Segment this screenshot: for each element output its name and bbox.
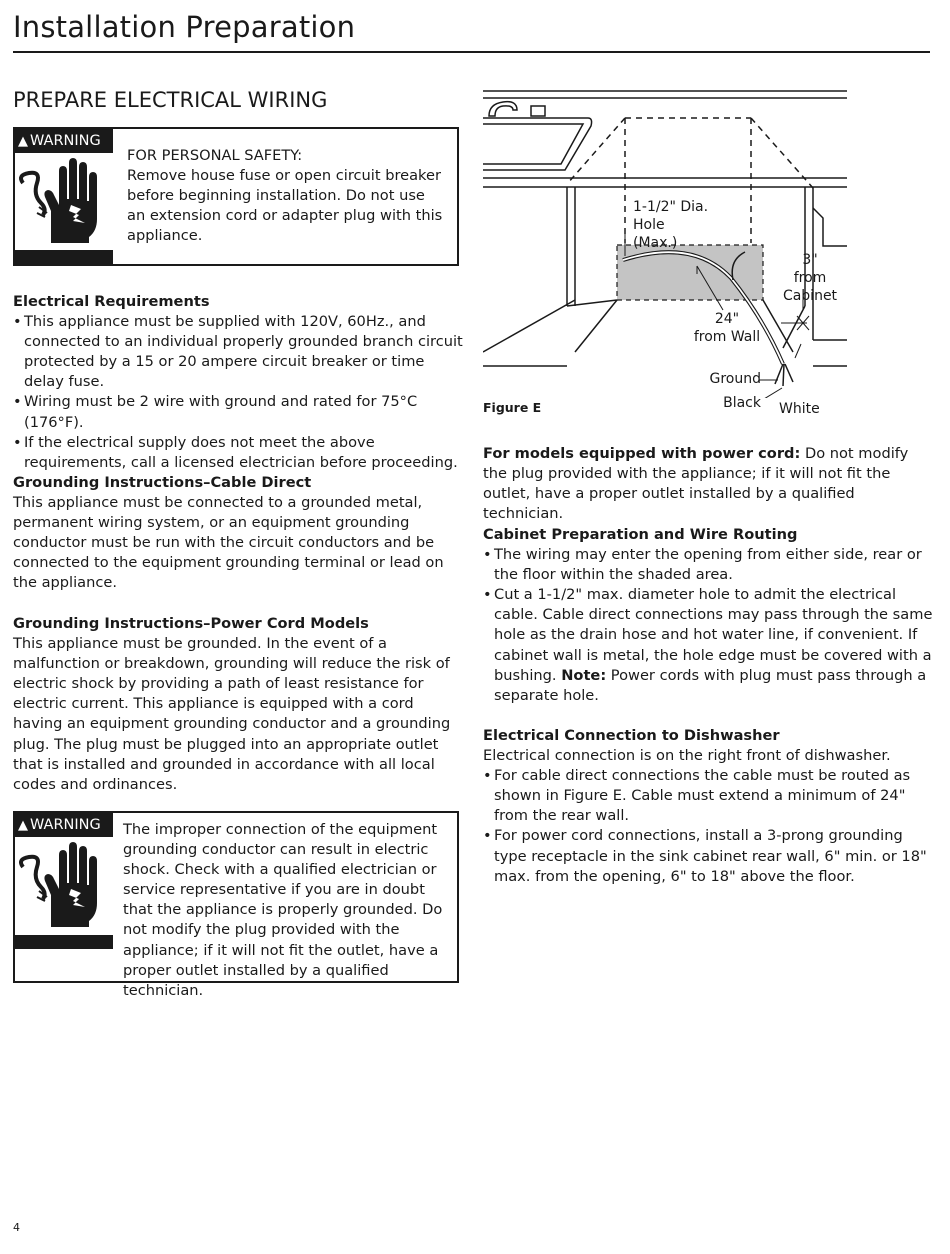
- electrical-requirements-list: [13, 312, 463, 473]
- cabinet-label-line2: from: [793, 270, 827, 286]
- power-cord-lead: For models equipped with power cord:: [483, 445, 801, 462]
- white-label: White: [779, 401, 820, 417]
- warning-bottom-bar: [15, 935, 113, 949]
- section-heading: PREPARE ELECTRICAL WIRING: [13, 88, 328, 112]
- grounding-cable-direct: [13, 473, 461, 594]
- cabinet-prep-heading: Cabinet Preparation and Wire Routing: [483, 526, 798, 543]
- cabinet-prep-list: [483, 545, 935, 706]
- electric-shock-hand-icon: [15, 153, 113, 251]
- cabinet-label-line1: 3": [802, 252, 818, 268]
- electric-shock-hand-icon: [15, 837, 113, 935]
- warning-label: [15, 129, 113, 153]
- warning-label-text: WARNING: [30, 133, 101, 149]
- power-cord-body: Do not modify the plug provided with the appliance; if it will not fit the outlet, have a proper outlet installed by a qualified technician.: [483, 445, 909, 523]
- warning-bottom-bar: [15, 250, 113, 264]
- grounding-cord-body: This appliance must be grounded. In the event of a malfunction or breakdown, grounding will reduce the risk of electric shock by providing a path of least resistance for electric current. This appliance is equipped with a cord having an equipment grounding conductor and a grounding plug. The plug must be plugged into an appropriate outlet that is installed and grounded in accordance with all local codes and ordinances.: [13, 635, 451, 793]
- warning-triangle-icon: ▲: [18, 134, 28, 149]
- electrical-connection: [483, 726, 935, 887]
- list-item: [483, 585, 935, 706]
- warning-box-grounding: [13, 811, 459, 999]
- electrical-connection-intro: Electrical connection is on the right front of dishwasher.: [483, 747, 891, 765]
- hole-label-line2: Hole (Max.): [633, 217, 678, 251]
- page-number: 4: [13, 1221, 20, 1234]
- cabinet-preparation: [483, 525, 935, 706]
- figure-e: [483, 88, 853, 428]
- warning-body: The improper connection of the equipment grounding conductor can result in electric shock. Check with a qualified electrician or service representative if you are in doubt that the appliance is properly grounded. Do not modify the plug provided with the appliance; if it will not fit the outlet, have a proper outlet installed by a qualified technician.: [123, 821, 443, 999]
- hole-label: [633, 198, 713, 252]
- title-rule: [13, 51, 930, 53]
- list-item: • This appliance must be supplied with 120V, 60Hz., and connected to an individual properly grounded branch circuit protected by a 15 or 20 ampere circuit breaker or time delay fuse.: [13, 312, 463, 392]
- wall-label-line1: 24": [714, 311, 740, 327]
- warning-icon-column: [15, 813, 113, 981]
- list-item: • If the electrical supply does not meet the above requirements, call a licensed electrician before proceeding.: [13, 433, 463, 473]
- warning-line1: FOR PERSONAL SAFETY:: [127, 147, 303, 164]
- electrical-connection-list: [483, 766, 935, 887]
- wall-label-line2: from Wall: [693, 329, 761, 345]
- warning-body: Remove house fuse or open circuit breaker before beginning installation. Do not use an extension cord or adapter plug with this appliance.: [127, 167, 443, 245]
- electrical-requirements: [13, 292, 463, 473]
- power-cord-paragraph: [483, 444, 935, 524]
- ground-label: Ground: [709, 371, 761, 387]
- grounding-cord-heading: Grounding Instructions–Power Cord Models: [13, 615, 369, 632]
- list-item: • Wiring must be 2 wire with ground and rated for 75°C (176°F).: [13, 392, 463, 432]
- warning-box-safety: [13, 127, 459, 266]
- black-label: Black: [723, 395, 761, 411]
- cabinet-label: [779, 251, 841, 305]
- note-body: Power cords with plug must pass through a separate hole.: [494, 666, 927, 704]
- warning-text: [127, 146, 447, 246]
- note-label: Note:: [561, 666, 607, 684]
- list-item: • For cable direct connections the cable must be routed as shown in Figure E. Cable must extend a minimum of 24" from the rear wall.: [483, 766, 935, 826]
- cabinet-label-line3: Cabinet: [782, 288, 838, 304]
- wall-label: [691, 310, 763, 346]
- warning-icon-column: [15, 129, 113, 264]
- warning-triangle-icon: ▲: [18, 818, 28, 833]
- hole-label-line1: 1-1/2" Dia.: [633, 199, 709, 215]
- electrical-connection-heading: Electrical Connection to Dishwasher: [483, 727, 780, 744]
- list-item: • The wiring may enter the opening from either side, rear or the floor within the shaded area.: [483, 545, 935, 585]
- grounding-cable-heading: Grounding Instructions–Cable Direct: [13, 474, 312, 491]
- list-item-text: Cut a 1-1/2" max. diameter hole to admit the electrical cable. Cable direct connections may pass through the same hole as the drain hose and hot water line, if convenient. If cabinet wall is metal, the hole edge must be covered with a bushing.: [494, 586, 933, 684]
- grounding-cable-body: This appliance must be connected to a grounded metal, permanent wiring system, or an equipment grounding conductor must be run with the circuit conductors and be connected to the equipment grounding terminal or lead on the appliance.: [13, 494, 444, 592]
- page-title: Installation Preparation: [13, 10, 356, 44]
- warning-label: [15, 813, 113, 837]
- grounding-power-cord: [13, 614, 463, 795]
- figure-caption: Figure E: [483, 400, 542, 415]
- warning-label-text: WARNING: [30, 817, 101, 833]
- electrical-requirements-heading: Electrical Requirements: [13, 293, 210, 310]
- list-item: • For power cord connections, install a 3-prong grounding type receptacle in the sink cabinet rear wall, 6" min. or 18" max. from the opening, 6" to 18" above the floor.: [483, 826, 935, 886]
